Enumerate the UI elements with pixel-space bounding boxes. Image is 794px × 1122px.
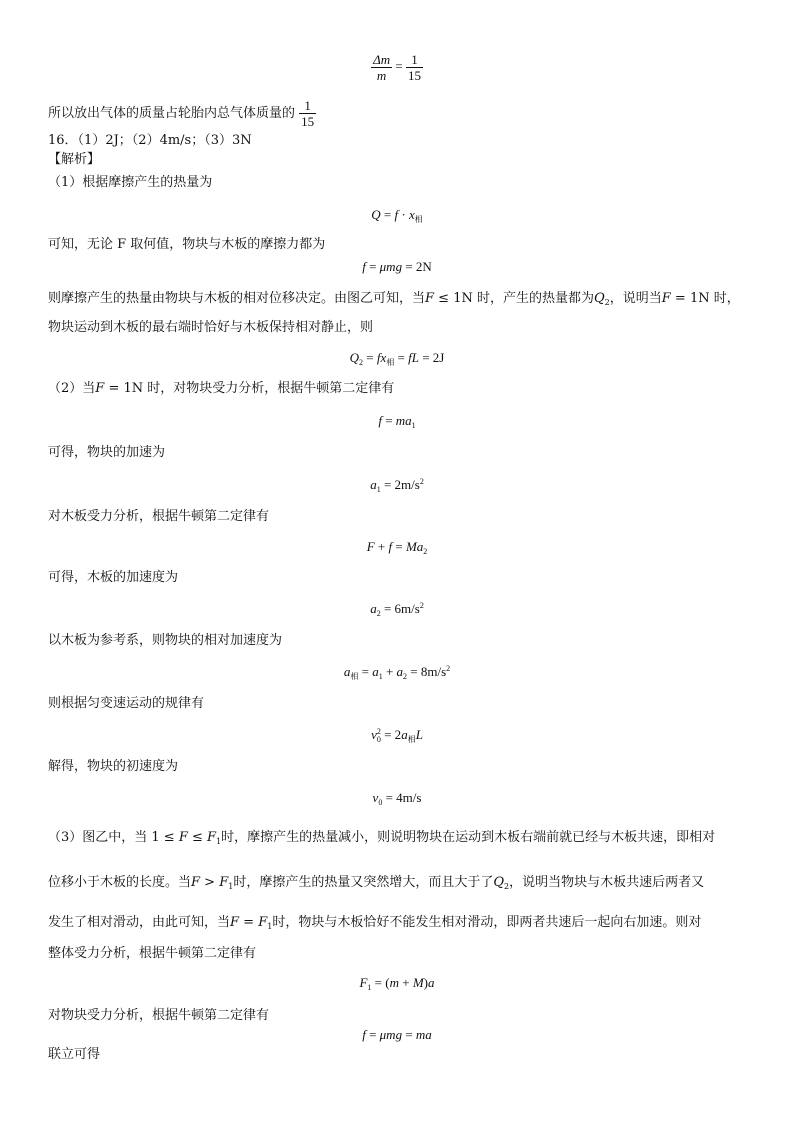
paragraph-1: （1）根据摩擦产生的热量为 [48, 175, 213, 190]
paragraph-13: 位移小于木板的长度。当$F > F_1$时，摩擦产生的热量又突然增大，而且大于了$Q_2$，说明当物块与木板共速后两者又 [48, 875, 705, 891]
denominator: 15 [407, 68, 421, 83]
equation-newton-block: $f = ma_1$ [378, 413, 416, 430]
equation-a2: $a_2 = 6m/s^2$ [370, 601, 424, 618]
equation-v0: $v_0 = 4m/s$ [372, 790, 422, 807]
paragraph-8: 可得，木板的加速度为 [48, 570, 179, 585]
paragraph-10: 则根据匀变速运动的规律有 [48, 696, 205, 711]
fraction-lhs [371, 52, 392, 83]
paragraph-2: 可知，无论 F 取何值，物块与木板的摩擦力都为 [48, 237, 326, 252]
paragraph-14: 发生了相对滑动，由此可知，当$F = F_1$时，物块与木板恰好不能发生相对滑动，即两者共速后一起向右加速。则对 [48, 915, 702, 931]
denominator: m [376, 68, 387, 83]
analysis-label: 【解析】 [48, 152, 101, 167]
equation-heat: $Q = f \cdot x_相$ [371, 207, 423, 224]
equation-friction: f = μmg = 2N [362, 259, 432, 274]
equation-kinematics: v 2 0 = $2a_相L$ [371, 727, 423, 745]
equation-a1: $a_1 = 2m/s^2$ [370, 477, 424, 494]
paragraph-4: 物块运动到木板的最右端时恰好与木板保持相对静止，则 [48, 320, 374, 335]
numerator: Δm [373, 52, 391, 67]
paragraph-12: （3）图乙中，当 $1 \le F \le F_1$时，摩擦产生的热量减小，则说明物块在运动到木板右端前就已经与木板共速，即相对 [48, 830, 716, 846]
answer-line: 16．（1）2J；（2）4m/s；（3）3N [48, 133, 252, 148]
numerator: 1 [406, 52, 423, 68]
equation-relative-acceleration: $a_相 = a_1 + a_2 = 8m/s^2$ [343, 664, 451, 681]
paragraph-6: 可得，物块的加速为 [48, 445, 166, 460]
conclusion-text: 所以放出气体的质量占轮胎内总气体质量的 [48, 106, 296, 121]
conclusion-line [48, 98, 316, 129]
equation-heat-q2: $Q_2 = fx_相$ = fL = 2J [349, 350, 445, 367]
paragraph-15: 整体受力分析，根据牛顿第二定律有 [48, 946, 257, 961]
paragraph-17: 联立可得 [48, 1047, 101, 1062]
paragraph-11: 解得，物块的初速度为 [48, 759, 179, 774]
equation-block-friction: f = μmg = ma [362, 1027, 432, 1042]
equation-newton-board: $F + f = Ma_2$ [366, 539, 428, 556]
paragraph-5: （2）当F = 1N 时，对物块受力分析，根据牛顿第二定律有 [48, 381, 395, 396]
conclusion-fraction [299, 98, 316, 129]
equation-mass-ratio: $\frac{\Delta m}{m}$ = $\frac{1}{15}$ [373, 52, 421, 83]
paragraph-9: 以木板为参考系，则物块的相对加速度为 [48, 633, 283, 648]
paragraph-16: 对物块受力分析，根据牛顿第二定律有 [48, 1008, 270, 1023]
paragraph-7: 对木板受力分析，根据牛顿第二定律有 [48, 509, 270, 524]
numerator: 1 [299, 98, 316, 114]
equation-whole-system: $F_1 = (m + M)a$ [359, 975, 435, 992]
denominator: 15 [301, 114, 315, 129]
paragraph-3: 则摩擦产生的热量由物块与木板的相对位移决定。由图乙可知，当F ≤ 1N 时，产生的热量都为$Q_2$，说明当F = 1N 时， [48, 291, 740, 307]
fraction-rhs [406, 52, 423, 83]
